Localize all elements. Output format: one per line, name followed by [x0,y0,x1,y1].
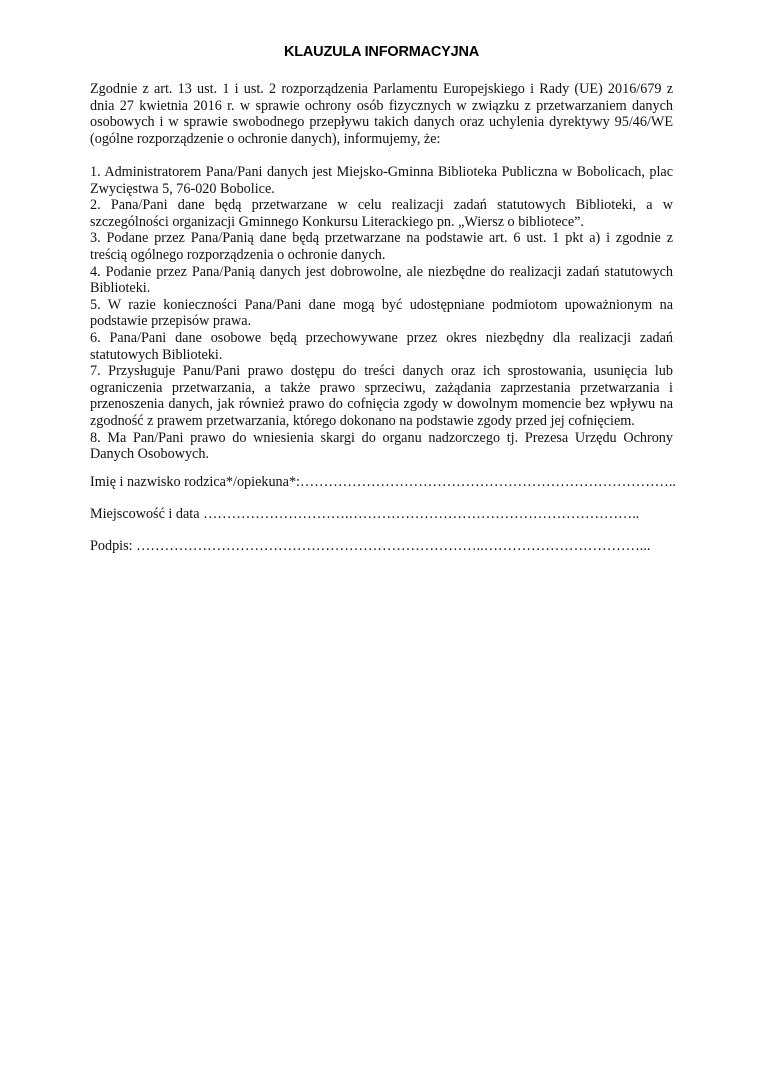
place-date-field: Miejscowość i data ………………………….…………………………………………………….. [90,506,640,522]
clause-item-1: 1. Administratorem Pana/Pani danych jest Miejsko-Gminna Biblioteka Publiczna w Bobolicach, plac Zwycięstwa 5, 76-020 Bobolice. [90,164,673,197]
clause-item-3: 3. Podane przez Pana/Panią dane będą przetwarzane na podstawie art. 6 ust. 1 pkt a) i zgodnie z treścią ogólnego rozporządzenia o ochronie danych. [90,230,673,263]
document-title: KLAUZULA INFORMACYJNA [283,44,480,60]
clause-item-4: 4. Podanie przez Pana/Panią danych jest dobrowolne, ale niezbędne do realizacji zadań statutowych Biblioteki. [90,263,673,297]
signature-field: Podpis: ………………………………………………………………..……………………………... [90,538,651,554]
parent-name-field: Imię i nazwisko rodzica*/opiekuna*:…………………………………………………………………….. [90,474,676,490]
clause-item-7: 7. Przysługuje Panu/Pani prawo dostępu do treści danych oraz ich sprostowania, usunięcia lub ograniczenia przetwarzania, a także prawo sprzeciwu, zażądania zaprzestania przetwarzania i przenoszenia danych, jak również prawo do cofnięcia zgody w dowolnym momencie bez wpływu na zgodność z prawem przetwarzania, którego dokonano na podstawie zgody przed jej cofnięciem. [90,363,673,429]
clause-list [90,164,673,463]
clause-item-5: 5. W razie konieczności Pana/Pani dane mogą być udostępniane podmiotom upoważnionym na podstawie przepisów prawa. [90,296,673,330]
intro-paragraph: Zgodnie z art. 13 ust. 1 i ust. 2 rozporządzenia Parlamentu Europejskiego i Rady (UE) 2016/679 z dnia 27 kwietnia 2016 r. w sprawie ochrony osób fizycznych w związku z przetwarzaniem danych osobowych i w sprawie swobodnego przepływu takich danych oraz uchylenia dyrektywy 95/46/WE (ogólne rozporządzenie o ochronie danych), informujemy, że: [90,81,673,147]
clause-item-6: 6. Pana/Pani dane osobowe będą przechowywane przez okres niezbędny dla realizacji zadań statutowych Biblioteki. [90,329,673,363]
clause-item-8: 8. Ma Pan/Pani prawo do wniesienia skargi do organu nadzorczego tj. Prezesa Urzędu Ochrony Danych Osobowych. [90,429,673,463]
clause-item-2: 2. Pana/Pani dane będą przetwarzane w celu realizacji zadań statutowych Biblioteki, a w szczególności organizacji Gminnego Konkursu Literackiego pn. „Wiersz o bibliotece”. [90,197,673,230]
signature-fields [90,474,690,570]
